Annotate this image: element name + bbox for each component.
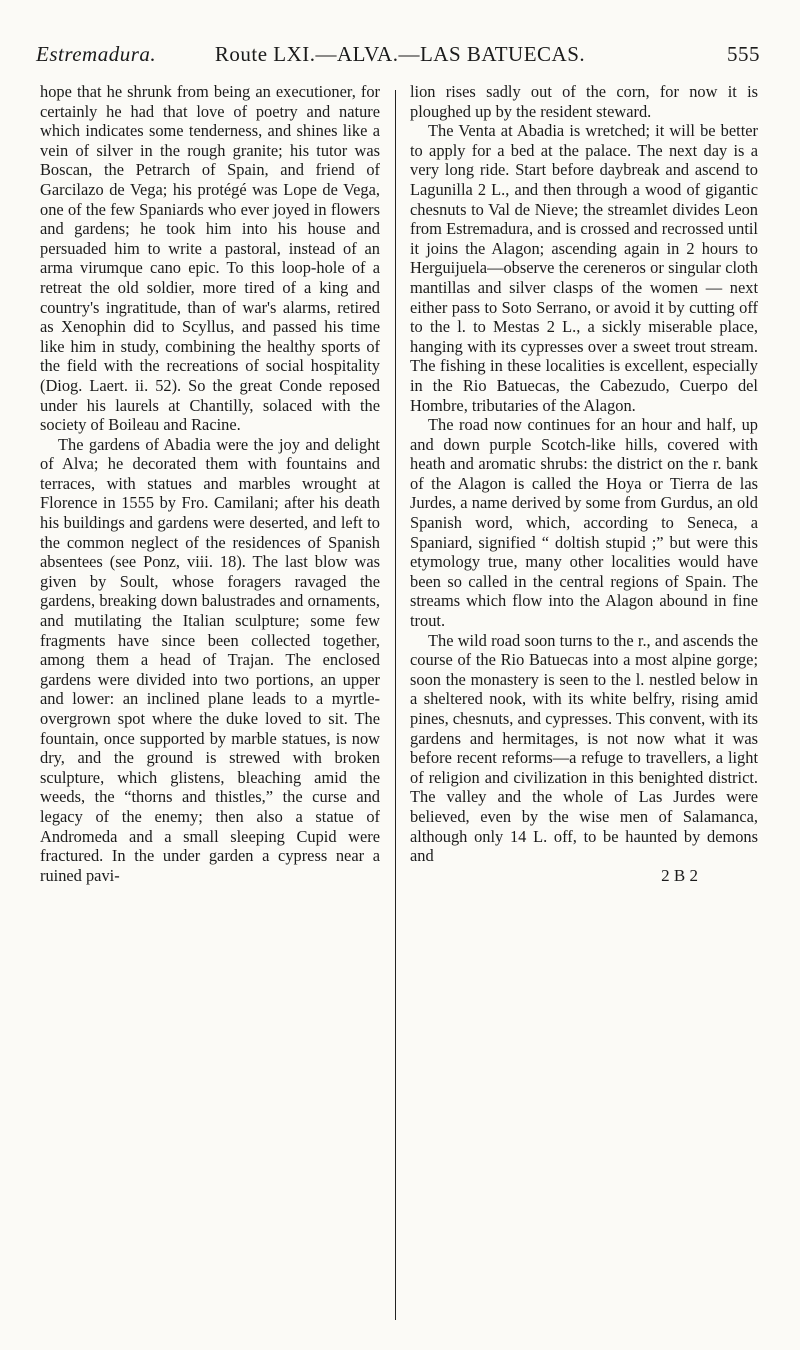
header-region: Estremadura. [36, 42, 157, 66]
column-divider [395, 90, 396, 1320]
running-header [36, 38, 764, 74]
page-number: 555 [727, 42, 760, 66]
left-column [40, 82, 380, 885]
signature-mark: 2 B 2 [661, 865, 698, 885]
header-route-title: Route LXI.—ALVA.—LAS BATUECAS. [214, 42, 586, 66]
paragraph: The Venta at Abadia is wretched; it will be better to apply for a bed at the palace. The next day is a very long ride. Start before daybreak and ascend to Lagunilla 2 L., and then through a wood of gigantic chesnuts to Val de Nieve; the streamlet divides Leon from Estremadura, and is crossed and recrossed until it joins the Alagon; ascending again in 2 hours to Herguijuela—observe the cereneros or singular cloth mantillas and silver clasps of the women — next either pass to Soto Serrano, or avoid it by cutting off to the l. to Mestas 2 L., a sickly miserable place, hanging with its cypresses over a sweet trout stream. The fishing in these localities is excellent, especially in the Rio Batuecas, the Cabezudo, Cuerpo del Hombre, tributaries of the Alagon. [410, 121, 758, 415]
right-column [410, 82, 758, 885]
paragraph: lion rises sadly out of the corn, for now it is ploughed up by the resident steward. [410, 82, 758, 121]
paragraph: The wild road soon turns to the r., and ascends the course of the Rio Batuecas into a most alpine gorge; soon the monastery is seen to the l. nestled below in a sheltered nook, with its white belfry, rising amid pines, chesnuts, and cypresses. This convent, with its gardens and hermitages, is not now what it was before recent reforms—a refuge to travellers, a light of religion and civilization in this benighted district. The valley and the whole of Las Jurdes were believed, even by the wise men of Salamanca, although only 14 L. off, to be haunted by demons and [410, 630, 758, 866]
paragraph: The gardens of Abadia were the joy and delight of Alva; he decorated them with fountains and terraces, with statues and marbles wrought at Florence in 1555 by Fro. Camilani; after his death his buildings and gardens were deserted, and left to the common neglect of the residences of Spanish absentees (see Ponz, viii. 18). The last blow was given by Soult, whose foragers ravaged the gardens, breaking down balustrades and ornaments, and mutilating the Italian sculpture; some few fragments have since been collected together, among them a head of Trajan. The enclosed gardens were divided into two portions, an upper and lower: an inclined plane leads to a myrtle-overgrown spot where the duke loved to sit. The fountain, once supported by marble statues, is now dry, and the ground is strewed with broken sculpture, which glistens, bleaching amid the weeds, the “thorns and thistles,” the curse and legacy of the enemy; then also a statue of Andromeda and a small sleeping Cupid were fractured. In the under garden a cypress near a ruined pavi- [40, 434, 380, 885]
paragraph: hope that he shrunk from being an executioner, for certainly he had that love of poetry and nature which indicates some tenderness, and shines like a vein of silver in the rough granite; his tutor was Boscan, the Petrarch of Spain, and friend of Garcilazo de Vega; his protégé was Lope de Vega, one of the few Spaniards who ever joyed in flowers and gardens; he took him into his house and persuaded him to write a pastoral, instead of an arma virumque cano epic. To this loop-hole of a retreat the old soldier, more tired of a king and country's ingratitude, than of war's alarms, retired as Xenophin did to Scyllus, and passed his time like him in study, combining the healthy sports of the field with the recreations of social hospitality (Diog. Laert. ii. 52). So the great Conde reposed under his laurels at Chantilly, solaced with the society of Boileau and Racine. [40, 82, 380, 435]
paragraph: The road now continues for an hour and half, up and down purple Scotch-like hills, covered with heath and aromatic shrubs: the district on the r. bank of the Alagon is called the Hoya or Tierra de las Jurdes, a name derived by some from Gurdus, an old Spanish word, which, according to Seneca, a Spaniard, signified “ doltish stupid ;” but were this etymology true, many other localities would have been so called in the central regions of Spain. The streams which flow into the Alagon abound in fine trout. [410, 415, 758, 631]
